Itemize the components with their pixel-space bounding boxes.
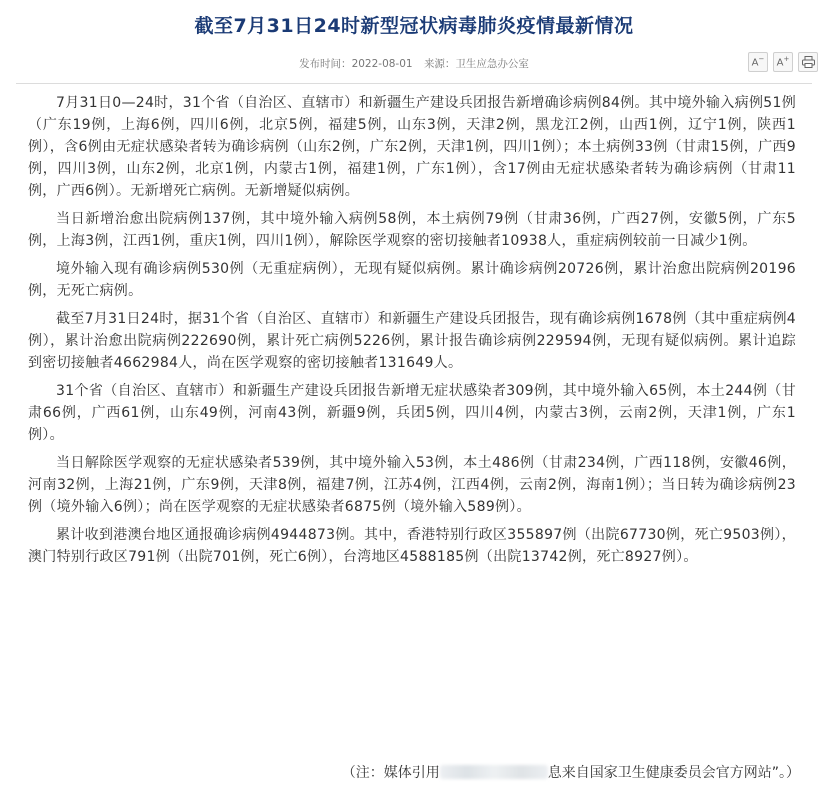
- paragraph-cumulative: 截至7月31日24时，据31个省（自治区、直辖市）和新疆生产建设兵团报告，现有确诊病例1678例（其中重症病例4例），累计治愈出院病例222690例，累计死亡病例5226例，累计报告确诊病例229594例，无现有疑似病例。累计追踪到密切接触者4662984人，尚在医学观察的密切接触者131649人。: [28, 311, 796, 371]
- publish-date: 2022-08-01: [351, 58, 413, 70]
- font-increase-icon: A+: [776, 55, 790, 69]
- printer-icon: [802, 56, 815, 68]
- footer-note-prefix: （注：媒体引用: [341, 765, 440, 781]
- footer-note-suffix: 息来自国家卫生健康委员会官方网站”。）: [547, 765, 800, 781]
- print-button[interactable]: [798, 52, 818, 72]
- paragraph-imported-totals: 境外输入现有确诊病例530例（无重症病例），无现有疑似病例。累计确诊病例20726例，累计治愈出院病例20196例，无死亡病例。: [28, 261, 796, 299]
- header-divider: [16, 83, 812, 84]
- blurred-text: [440, 765, 548, 779]
- source-value: 卫生应急办公室: [455, 58, 529, 70]
- publish-info: [299, 58, 413, 70]
- paragraph-asymptomatic-new: 31个省（自治区、直辖市）和新疆生产建设兵团报告新增无症状感染者309例，其中境外输入65例，本土244例（甘肃66例，广西61例，山东49例，河南43例，新疆9例，兵团5例，四川4例，内蒙古3例，云南2例，天津1例，广东1例）。: [28, 383, 796, 443]
- article-title: 截至7月31日24时新型冠状病毒肺炎疫情最新情况: [194, 15, 634, 37]
- font-decrease-button[interactable]: [748, 52, 768, 72]
- paragraph-new-cases: 7月31日0—24时，31个省（自治区、直辖市）和新疆生产建设兵团报告新增确诊病例84例。其中境外输入病例51例（广东19例，上海6例，四川6例，北京5例，福建5例，山东3例，天津2例，黑龙江2例，山西1例，辽宁1例，陕西1例），含6例由无症状感染者转为确诊病例（山东2例，广东2例，天津1例，四川1例）；本土病例33例（甘肃15例，广西9例，四川3例，山东2例，北京1例，内蒙古1例，福建1例，广东1例），含17例由无症状感染者转为确诊病例（甘肃11例，广西6例）。无新增死亡病例。无新增疑似病例。: [28, 95, 796, 199]
- article-tools: [748, 52, 818, 72]
- font-decrease-icon: A−: [751, 55, 765, 69]
- publish-label: 发布时间：: [299, 58, 352, 70]
- paragraph-hk-macao-taiwan: 累计收到港澳台地区通报确诊病例4944873例。其中，香港特别行政区355897例（出院67730例，死亡9503例），澳门特别行政区791例（出院701例，死亡6例），台湾地区4588185例（出院13742例，死亡8927例）。: [28, 527, 796, 565]
- article-body: [28, 92, 796, 574]
- article-meta: [0, 56, 828, 71]
- paragraph-recoveries: 当日新增治愈出院病例137例，其中境外输入病例58例，本土病例79例（甘肃36例，广西27例，安徽5例，广东5例，上海3例，江西1例，重庆1例，四川1例），解除医学观察的密切接触者10938人，重症病例较前一日减少1例。: [28, 211, 796, 249]
- paragraph-asymptomatic-released: 当日解除医学观察的无症状感染者539例，其中境外输入53例，本土486例（甘肃234例，广西118例，安徽46例，河南32例，上海21例，广东9例，天津8例，福建7例，江苏4例，江西4例，云南2例，海南1例）；当日转为确诊病例23例（境外输入6例）；尚在医学观察的无症状感染者6875例（境外输入589例）。: [28, 455, 796, 515]
- font-increase-button[interactable]: [773, 52, 793, 72]
- source-label: 来源：: [423, 58, 456, 70]
- source-info: [424, 58, 529, 70]
- footer-note: [28, 762, 800, 784]
